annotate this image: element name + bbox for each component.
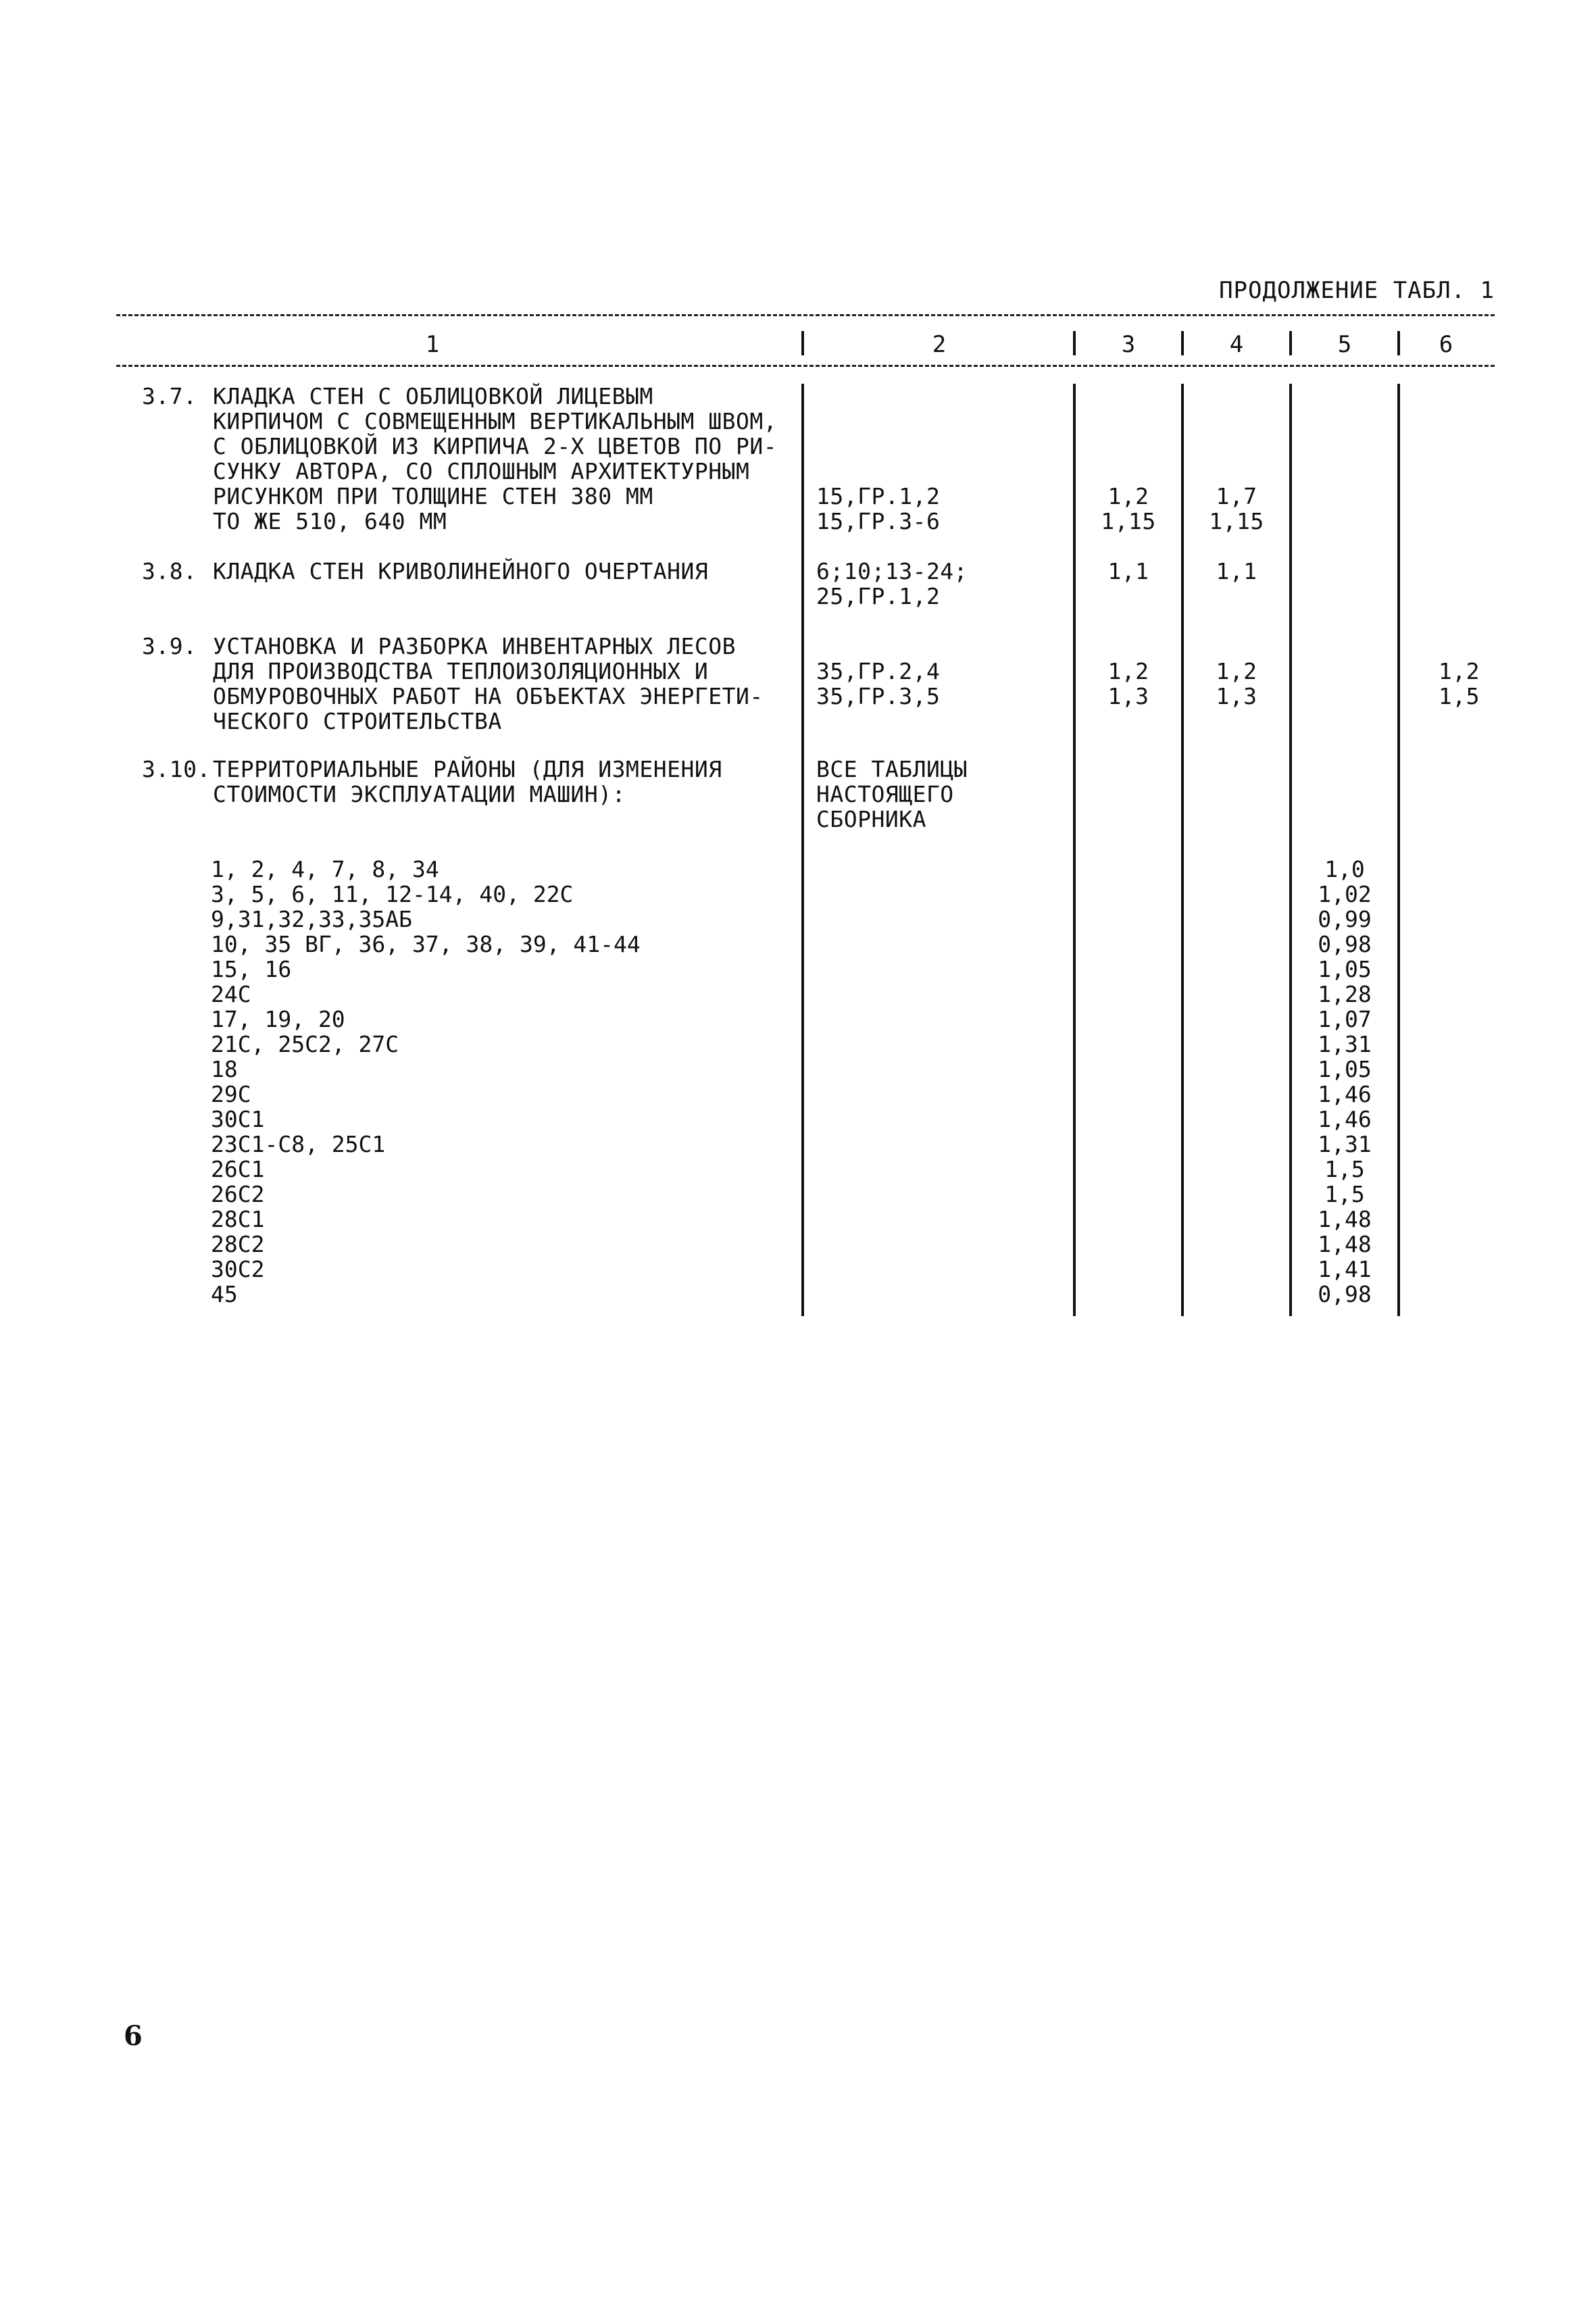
row-description: 3.8. КЛАДКА СТЕН КРИВОЛИНЕЙНОГО ОЧЕРТАНИЯ <box>142 558 709 584</box>
region-coef: 1,07 <box>1318 1006 1372 1032</box>
region-name: 26С2 <box>211 1181 265 1207</box>
region-name: 18 <box>211 1056 238 1082</box>
region-coef: 1,0 <box>1324 856 1365 882</box>
regions-coefficients <box>1304 857 1385 1307</box>
region-name: 3, 5, 6, 11, 12-14, 40, 22С <box>211 881 574 907</box>
region-coef: 1,46 <box>1318 1081 1372 1107</box>
row-coef-4: 1,2 1,3 <box>1216 658 1257 709</box>
header-bottom-rule <box>116 365 1495 367</box>
region-coef: 1,48 <box>1318 1206 1372 1232</box>
region-name: 10, 35 ВГ, 36, 37, 38, 39, 41-44 <box>211 931 641 957</box>
region-coef: 1,5 <box>1324 1181 1365 1207</box>
column-separator <box>1289 384 1292 1316</box>
row-coef-3: 1,2 1,15 <box>1101 483 1156 534</box>
region-coef: 1,46 <box>1318 1106 1372 1132</box>
region-coef: 1,5 <box>1324 1156 1365 1182</box>
region-name: 21С, 25С2, 27С <box>211 1031 399 1057</box>
region-coef: 1,05 <box>1318 956 1372 982</box>
region-coef: 1,48 <box>1318 1231 1372 1257</box>
region-coef: 1,31 <box>1318 1131 1372 1157</box>
header-separator <box>1289 331 1292 355</box>
region-name: 28С1 <box>211 1206 265 1232</box>
column-header-6: 6 <box>1439 331 1453 358</box>
regions-list <box>211 857 641 1307</box>
table-top-rule <box>116 314 1495 316</box>
region-coef: 1,05 <box>1318 1056 1372 1082</box>
column-header-1: 1 <box>425 331 440 358</box>
column-separator <box>1397 384 1400 1316</box>
row-table-ref: 35,ГР.2,4 35,ГР.3,5 <box>816 658 941 709</box>
region-name: 9,31,32,33,35АБ <box>211 906 413 932</box>
region-name: 1, 2, 4, 7, 8, 34 <box>211 856 439 882</box>
column-separator <box>1181 384 1184 1316</box>
region-coef: 1,02 <box>1318 881 1372 907</box>
region-name: 23С1-С8, 25С1 <box>211 1131 386 1157</box>
header-separator <box>1073 331 1076 355</box>
row-coef-3: 1,1 <box>1107 558 1149 584</box>
column-separator <box>1073 384 1076 1316</box>
column-header-5: 5 <box>1337 331 1352 358</box>
header-separator <box>801 331 804 355</box>
row-table-ref: 15,ГР.1,2 15,ГР.3-6 <box>816 483 941 534</box>
row-table-ref: 6;10;13-24; 25,ГР.1,2 <box>816 558 968 609</box>
row-coef-6: 1,2 1,5 <box>1438 658 1480 709</box>
row-description: 3.10.ТЕРРИТОРИАЛЬНЫЕ РАЙОНЫ (ДЛЯ ИЗМЕНЕНИЯ СТОИМОСТИ ЭКСПЛУАТАЦИИ МАШИН): <box>142 756 722 807</box>
region-coef: 0,98 <box>1318 1281 1372 1307</box>
column-separator <box>801 384 804 1316</box>
row-description: 3.7. КЛАДКА СТЕН С ОБЛИЦОВКОЙ ЛИЦЕВЫМ КИРПИЧОМ С СОВМЕЩЕННЫМ ВЕРТИКАЛЬНЫМ ШВОМ, С ОБЛИЦОВКОЙ ИЗ КИРПИЧА 2-Х ЦВЕТОВ ПО РИ- СУНКУ АВТОРА, СО СПЛОШНЫМ АРХИТЕКТУРНЫМ РИСУНКОМ ПРИ ТОЛЩИНЕ СТЕН 380 ММ ТО ЖЕ 510, 640 ММ <box>142 383 778 534</box>
row-table-ref: ВСЕ ТАБЛИЦЫ НАСТОЯЩЕГО СБОРНИКА <box>816 756 968 832</box>
row-coef-4: 1,7 1,15 <box>1209 483 1264 534</box>
row-coef-4: 1,1 <box>1216 558 1257 584</box>
region-name: 29С <box>211 1081 251 1107</box>
region-name: 26С1 <box>211 1156 265 1182</box>
region-coef: 0,98 <box>1318 931 1372 957</box>
column-header-4: 4 <box>1229 331 1244 358</box>
region-coef: 1,31 <box>1318 1031 1372 1057</box>
region-coef: 1,41 <box>1318 1256 1372 1282</box>
row-coef-3: 1,2 1,3 <box>1107 658 1149 709</box>
region-coef: 0,99 <box>1318 906 1372 932</box>
region-name: 30С2 <box>211 1256 265 1282</box>
column-header-2: 2 <box>932 331 947 358</box>
region-name: 28С2 <box>211 1231 265 1257</box>
region-name: 24С <box>211 981 251 1007</box>
row-description: 3.9. УСТАНОВКА И РАЗБОРКА ИНВЕНТАРНЫХ ЛЕСОВ ДЛЯ ПРОИЗВОДСТВА ТЕПЛОИЗОЛЯЦИОННЫХ И ОБМУРОВОЧНЫХ РАБОТ НА ОБЪЕКТАХ ЭНЕРГЕТИ- ЧЕСКОГО СТРОИТЕЛЬСТВА <box>142 633 764 734</box>
region-name: 30С1 <box>211 1106 265 1132</box>
table-continuation-caption: ПРОДОЛЖЕНИЕ ТАБЛ. 1 <box>1219 277 1495 304</box>
region-name: 15, 16 <box>211 956 292 982</box>
column-header-3: 3 <box>1121 331 1136 358</box>
header-separator <box>1181 331 1184 355</box>
region-coef: 1,28 <box>1318 981 1372 1007</box>
header-separator <box>1397 331 1400 355</box>
page-number: 6 <box>124 2020 143 2052</box>
region-name: 45 <box>211 1281 238 1307</box>
region-name: 17, 19, 20 <box>211 1006 345 1032</box>
